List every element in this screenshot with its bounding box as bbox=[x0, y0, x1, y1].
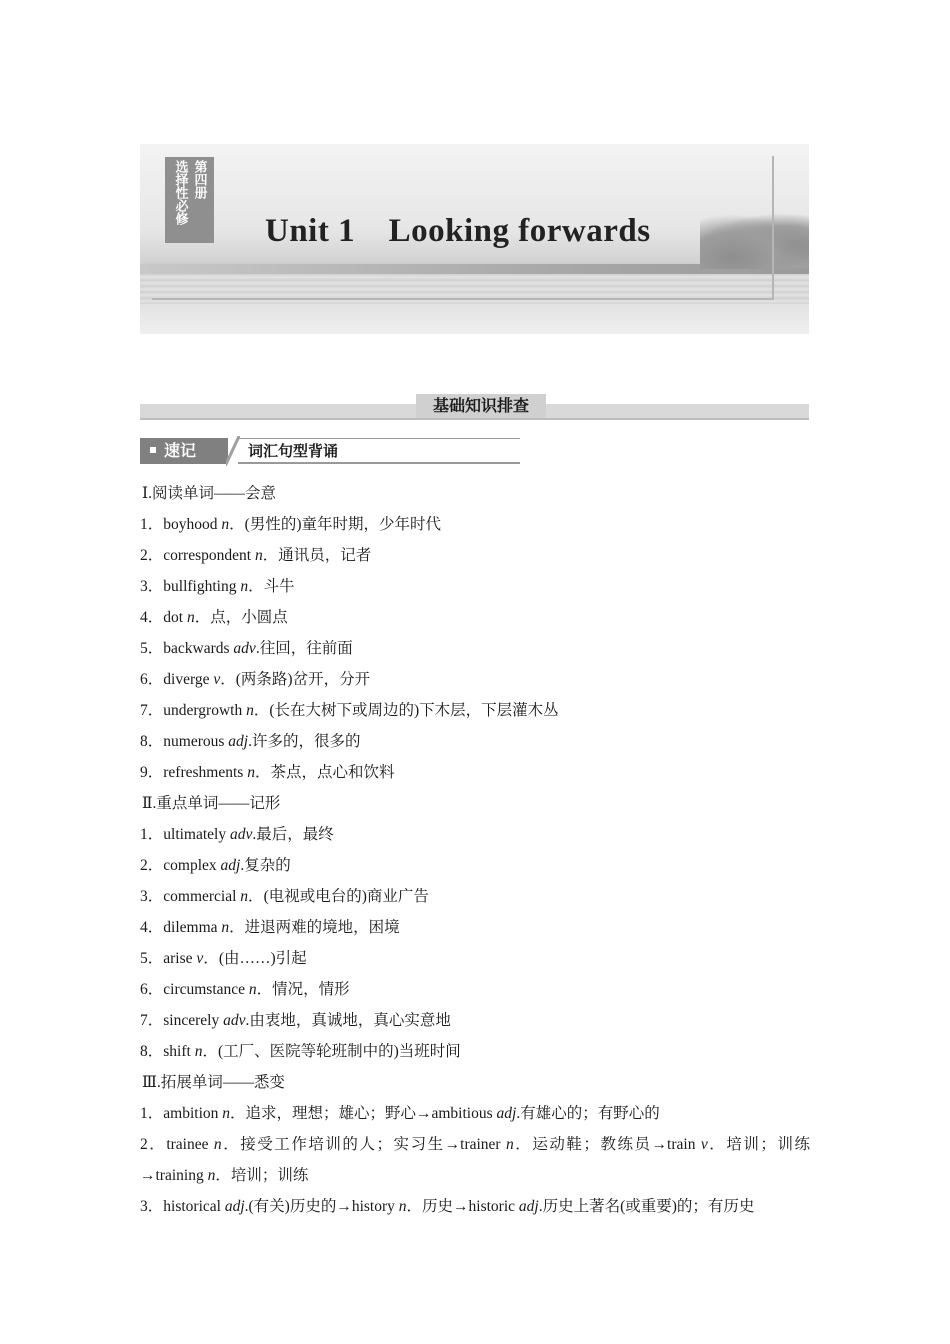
part-heading: Ⅲ.拓展单词——悉变 bbox=[142, 1074, 285, 1091]
vocab-sentence-label: 词汇句型背诵 bbox=[238, 438, 520, 464]
volume-tag-book: 第四册 bbox=[191, 160, 207, 199]
list-item: 2．complex adj.复杂的 bbox=[140, 857, 291, 874]
list-item: 5．backwards adv.往回，往前面 bbox=[140, 640, 353, 657]
part-heading: Ⅰ.阅读单词——会意 bbox=[142, 485, 276, 502]
volume-tag-course: 选择性必修 bbox=[172, 160, 188, 225]
list-item: 2．correspondent n．通讯员，记者 bbox=[140, 547, 372, 564]
list-item: 7．sincerely adv.由衷地，真诚地，真心实意地 bbox=[140, 1012, 451, 1029]
section-title: 基础知识排查 bbox=[416, 394, 546, 418]
list-item: 8．shift n．(工厂、医院等轮班制中的)当班时间 bbox=[140, 1043, 461, 1060]
quick-memo-text: 速记 bbox=[164, 441, 197, 460]
quick-memo-label bbox=[140, 438, 228, 464]
part-heading: Ⅱ.重点单词——记形 bbox=[142, 795, 281, 812]
list-item: 6．diverge v．(两条路)岔开，分开 bbox=[140, 671, 371, 688]
list-item: 3．commercial n．(电视或电台的)商业广告 bbox=[140, 888, 429, 905]
list-item: 1．boyhood n．(男性的)童年时期，少年时代 bbox=[140, 516, 441, 533]
list-item: 5．arise v．(由……)引起 bbox=[140, 950, 307, 967]
list-item: 2．trainee n．接受工作培训的人；实习生→trainer n．运动鞋；教练员→train v．培训；训练→training n．培训；训练 bbox=[140, 1136, 810, 1184]
vocab-content bbox=[140, 478, 810, 1222]
list-item: 3．bullfighting n．斗牛 bbox=[140, 578, 295, 595]
square-bullet-icon bbox=[150, 447, 156, 453]
list-item: 1．ambition n．追求，理想；雄心；野心→ambitious adj.有雄心的；有野心的 bbox=[140, 1105, 660, 1122]
list-item: 4．dilemma n．进退两难的境地，困境 bbox=[140, 919, 400, 936]
list-item: 7．undergrowth n．(长在大树下或周边的)下木层，下层灌木丛 bbox=[140, 702, 559, 719]
list-item: 3．historical adj.(有关)历史的→history n．历史→historic adj.历史上著名(或重要)的；有历史 bbox=[140, 1198, 755, 1215]
list-item: 4．dot n．点，小圆点 bbox=[140, 609, 288, 626]
unit-title: Unit 1 Looking forwards bbox=[265, 213, 651, 249]
volume-tag bbox=[165, 157, 214, 243]
list-item: 1．ultimately adv.最后，最终 bbox=[140, 826, 334, 843]
list-item: 6．circumstance n．情况，情形 bbox=[140, 981, 350, 998]
list-item: 8．numerous adj.许多的，很多的 bbox=[140, 733, 361, 750]
list-item: 9．refreshments n．茶点，点心和饮料 bbox=[140, 764, 395, 781]
